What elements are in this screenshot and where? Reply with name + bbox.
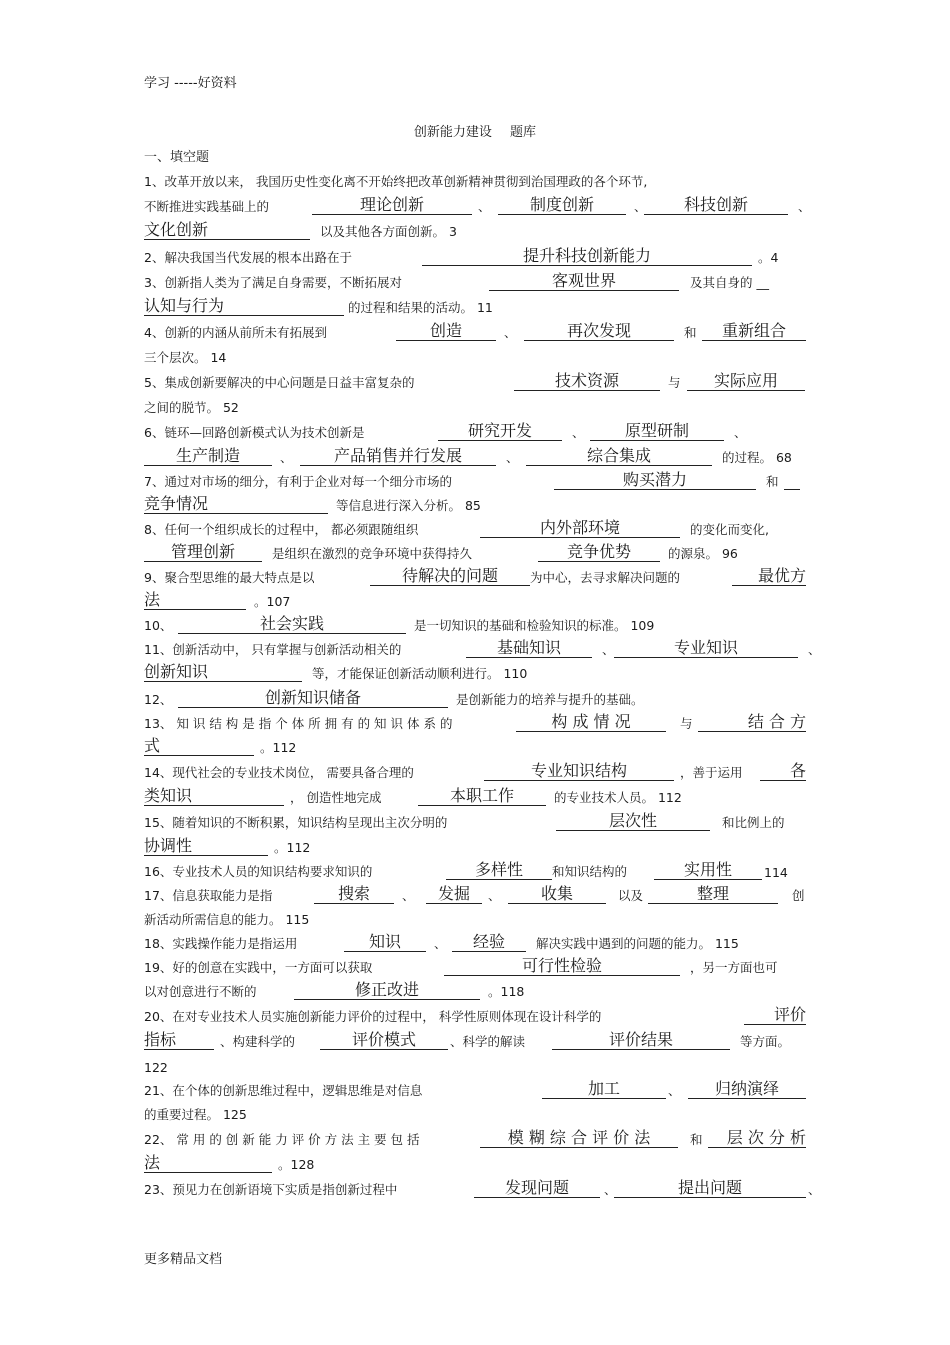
question-text: 、 [734, 425, 747, 440]
question-text: 12、 [144, 692, 173, 707]
answer-blank: 专业知识 [614, 639, 798, 658]
question-line [144, 1126, 809, 1151]
question-item [144, 517, 809, 565]
question-text: 和知识结构的 [552, 864, 628, 879]
question-text: 11、创新活动中， 只有掌握与创新活动相关的 [144, 642, 402, 657]
answer-blank: 经验 [452, 933, 526, 952]
question-item [144, 931, 809, 955]
question-text: 9、聚合型思维的最大特点是以 [144, 570, 315, 585]
answer-blank: 认知与行为 [144, 297, 344, 316]
answer-blank: 重新组合 [702, 322, 806, 341]
question-item [144, 859, 809, 883]
question-line [144, 344, 809, 369]
question-line [144, 979, 809, 1003]
question-text: 、 [504, 325, 517, 340]
question-item [144, 883, 809, 931]
answer-blank [784, 489, 800, 490]
page-header: 学习 -----好资料 [144, 76, 237, 91]
answer-blank: 评价 [744, 1006, 806, 1025]
answer-blank: 搜索 [314, 885, 394, 904]
question-text: 是创新能力的培养与提升的基础。 [456, 692, 644, 707]
question-text: 的过程。 68 [722, 450, 792, 465]
question-text: 以及 [618, 888, 644, 903]
question-text: 的过程和结果的活动。 11 [348, 300, 493, 315]
question-text: 解决实践中遇到的问题的能力。 115 [536, 936, 739, 951]
answer-blank: 多样性 [446, 861, 552, 880]
question-item [144, 319, 809, 369]
question-text: 等，才能保证创新活动顺利进行。 110 [312, 666, 528, 681]
question-line [144, 931, 809, 955]
question-line [144, 1078, 809, 1102]
answer-blank: 层次性 [556, 812, 710, 831]
question-line [144, 661, 809, 685]
answer-blank: 法 [144, 591, 246, 610]
answer-blank: 构 成 情 况 [516, 713, 666, 732]
question-text: 2、解决我国当代发展的根本出路在于 [144, 250, 352, 265]
answer-blank: 文化创新 [144, 221, 310, 240]
question-text: 以及其他各方面创新。 3 [320, 224, 457, 239]
question-text: 18、实践操作能力是指运用 [144, 936, 298, 951]
question-text: 是组织在激烈的竞争环境中获得持久 [272, 546, 473, 561]
question-text: 13、 知 识 结 构 是 指 个 体 所 拥 有 的 知 识 体 系 的 [144, 716, 453, 731]
question-item [144, 613, 809, 637]
answer-blank: 竞争优势 [538, 543, 660, 562]
question-text: 、 [602, 642, 615, 657]
question-line [144, 269, 809, 294]
answer-blank: 提升科技创新能力 [422, 247, 752, 266]
answer-blank: 修正改进 [294, 981, 480, 1000]
answer-blank: 归纳演绎 [688, 1080, 806, 1099]
question-text: 8、任何一个组织成长的过程中， 都必须跟随组织 [144, 522, 419, 537]
question-item [144, 1176, 821, 1201]
question-text: 、 [478, 199, 491, 214]
question-text: 的变化而变化, [690, 522, 769, 537]
question-text: 以对创意进行不断的 [144, 984, 257, 999]
question-text: 17、信息获取能力是指 [144, 888, 273, 903]
question-item [144, 1003, 809, 1078]
answer-blank: 创新知识 [144, 663, 302, 682]
question-item [144, 1078, 809, 1126]
question-line [144, 444, 809, 469]
answer-blank: 评价结果 [552, 1031, 730, 1050]
question-item [144, 1126, 809, 1176]
question-text: 三个层次。 14 [144, 350, 227, 365]
answer-blank: 实际应用 [687, 372, 805, 391]
answer-blank: 创新知识储备 [178, 689, 448, 708]
question-text: 。112 [260, 740, 297, 755]
question-line [144, 784, 809, 809]
answer-blank: 客观世界 [489, 272, 679, 291]
answer-blank: 理论创新 [312, 196, 472, 215]
question-line [144, 955, 809, 979]
question-item [144, 637, 821, 685]
answer-blank: 研究开发 [438, 422, 562, 441]
question-text: 。107 [254, 594, 291, 609]
question-text: 、 [798, 199, 811, 214]
question-text: 为中心，去寻求解决问题的 [530, 570, 681, 585]
answer-blank: 各 [760, 762, 806, 781]
question-text: 。112 [274, 840, 311, 855]
answer-blank: 模 糊 综 合 评 价 法 [480, 1129, 678, 1148]
question-text: 。4 [758, 250, 779, 265]
question-line [144, 809, 809, 834]
question-text: 、 [488, 888, 501, 903]
answer-blank: 制度创新 [498, 196, 626, 215]
answer-blank: 提出问题 [614, 1179, 806, 1198]
question-line [144, 394, 809, 419]
question-text: 19、好的创意在实践中，一方面可以获取 [144, 960, 373, 975]
question-item [144, 269, 809, 319]
question-text: 。118 [488, 984, 525, 999]
question-text: 等信息进行深入分析。 85 [336, 498, 481, 513]
question-text: 4、创新的内涵从前所未有拓展到 [144, 325, 327, 340]
question-line [144, 1053, 809, 1078]
answer-blank: 专业知识结构 [484, 762, 674, 781]
question-line [144, 883, 809, 907]
question-text: ，另一方面也可 [690, 960, 778, 975]
answer-blank: 再次发现 [524, 322, 674, 341]
answer-blank: 加工 [542, 1080, 666, 1099]
question-text: 不断推进实践基础上的 [144, 199, 270, 214]
question-text: 的专业技术人员。 112 [554, 790, 682, 805]
question-text: 创 [792, 888, 805, 903]
answer-blank: 创造 [396, 322, 496, 341]
question-item [144, 369, 809, 419]
question-text: 的重要过程。 125 [144, 1107, 247, 1122]
question-text: 等方面。 [740, 1034, 791, 1049]
question-list [144, 168, 821, 1201]
question-item [144, 685, 809, 711]
question-text: 、 [402, 888, 415, 903]
question-text: 、 [604, 1182, 617, 1197]
answer-blank: 层 次 分 析 [708, 1129, 806, 1148]
question-text: 114 [764, 865, 788, 880]
question-line [144, 834, 809, 859]
answer-blank: 可行性检验 [444, 957, 680, 976]
question-line [144, 541, 809, 565]
answer-blank: 购买潜力 [554, 471, 756, 490]
question-line [144, 294, 809, 319]
question-item [144, 469, 809, 517]
answer-blank: 指标 [144, 1031, 214, 1050]
question-line [144, 168, 809, 193]
question-text: 、构建科学的 [220, 1034, 296, 1049]
question-text: 及其自身的 __ [690, 275, 769, 290]
answer-blank: 竞争情况 [144, 495, 328, 514]
question-line [144, 319, 809, 344]
answer-blank: 原型研制 [590, 422, 724, 441]
question-item [144, 809, 809, 859]
answer-blank: 社会实践 [178, 615, 406, 634]
question-text: 16、专业技术人员的知识结构要求知识的 [144, 864, 373, 879]
question-line [144, 1028, 809, 1053]
question-line [144, 369, 809, 394]
page-footer: 更多精品文档 [144, 1252, 223, 1267]
question-line [144, 469, 809, 493]
question-text: 、 [572, 425, 585, 440]
question-text: 是一切知识的基础和检验知识的标准。 109 [414, 618, 655, 633]
answer-blank: 实用性 [654, 861, 762, 880]
question-text: 7、通过对市场的细分，有利于企业对每一个细分市场的 [144, 474, 452, 489]
question-line [144, 613, 809, 637]
question-text: 和比例上的 [722, 815, 785, 830]
answer-blank: 最优方 [732, 567, 806, 586]
question-item [144, 168, 809, 243]
answer-blank: 综合集成 [526, 447, 712, 466]
answer-blank: 整理 [648, 885, 778, 904]
question-text: 、 [434, 936, 447, 951]
document-title: 创新能力建设 题库 [413, 125, 537, 140]
answer-blank: 评价模式 [320, 1031, 448, 1050]
question-text: 6、链环—回路创新模式认为技术创新是 [144, 425, 365, 440]
question-text: 之间的脱节。 52 [144, 400, 239, 415]
question-text: 14、现代社会的专业技术岗位， 需要具备合理的 [144, 765, 414, 780]
question-line [144, 711, 809, 735]
question-line [144, 493, 809, 517]
question-text: 新活动所需信息的能力。 115 [144, 912, 310, 927]
question-line [144, 193, 809, 218]
question-item [144, 243, 809, 269]
answer-blank: 基础知识 [466, 639, 592, 658]
question-text: 5、集成创新要解决的中心问题是日益丰富复杂的 [144, 375, 415, 390]
question-line [144, 419, 809, 444]
question-text: 122 [144, 1060, 168, 1075]
question-line [144, 589, 809, 613]
question-text: 3、创新指人类为了满足自身需要，不断拓展对 [144, 275, 402, 290]
question-line [144, 243, 809, 269]
answer-blank: 本职工作 [418, 787, 546, 806]
question-line [144, 685, 809, 711]
question-text: 22、 常 用 的 创 新 能 力 评 价 方 法 主 要 包 括 [144, 1132, 420, 1147]
answer-blank: 管理创新 [144, 543, 262, 562]
question-text: 、 [506, 450, 519, 465]
answer-blank: 协调性 [144, 837, 268, 856]
question-line [144, 637, 821, 661]
question-line [144, 1151, 809, 1176]
answer-blank: 技术资源 [514, 372, 660, 391]
question-text: 、 [668, 1083, 681, 1098]
question-text: 1、改革开放以来， 我国历史性变化离不开始终把改革创新精神贯彻到治国理政的各个环节, [144, 174, 648, 189]
answer-blank: 生产制造 [144, 447, 272, 466]
question-text: 、 [280, 450, 293, 465]
question-item [144, 955, 809, 1003]
question-text: 20、在对专业技术人员实施创新能力评价的过程中， 科学性原则体现在设计科学的 [144, 1009, 602, 1024]
answer-blank: 产品销售并行发展 [300, 447, 496, 466]
section-heading: 一、填空题 [144, 150, 210, 165]
question-line [144, 907, 809, 931]
question-text: 23、预见力在创新语境下实质是指创新过程中 [144, 1182, 398, 1197]
question-line [144, 859, 809, 883]
question-line [144, 517, 809, 541]
question-text: 和 [766, 474, 779, 489]
question-text: 和 [684, 325, 697, 340]
answer-blank: 收集 [508, 885, 606, 904]
answer-blank: 发掘 [426, 885, 482, 904]
question-text: 15、随着知识的不断积累，知识结构呈现出主次分明的 [144, 815, 448, 830]
question-text: ，善于运用 [680, 765, 743, 780]
answer-blank: 式 [144, 737, 254, 756]
answer-blank: 结 合 方 [698, 713, 806, 732]
answer-blank: 法 [144, 1154, 272, 1173]
question-text: 10、 [144, 618, 173, 633]
question-line [144, 759, 809, 784]
answer-blank: 待解决的问题 [370, 567, 530, 586]
question-text: 、科学的解读 [450, 1034, 526, 1049]
answer-blank: 类知识 [144, 787, 284, 806]
answer-blank: 科技创新 [644, 196, 788, 215]
question-text: 和 [690, 1132, 703, 1147]
question-line [144, 1176, 821, 1201]
answer-blank: 发现问题 [474, 1179, 600, 1198]
question-text: 。128 [278, 1157, 315, 1172]
question-item [144, 419, 809, 469]
question-line [144, 1102, 809, 1126]
question-text: 与 [680, 716, 693, 731]
question-item [144, 565, 809, 613]
question-line [144, 1003, 809, 1028]
question-item [144, 759, 809, 809]
answer-blank: 知识 [344, 933, 426, 952]
question-text: 的源泉。 96 [668, 546, 738, 561]
question-text: ， 创造性地完成 [290, 790, 382, 805]
question-text: 、 [808, 1182, 821, 1197]
question-line [144, 565, 809, 589]
question-text: 与 [668, 375, 681, 390]
question-text: 、 [808, 642, 821, 657]
question-text: 21、在个体的创新思维过程中，逻辑思维是对信息 [144, 1083, 423, 1098]
answer-blank: 内外部环境 [480, 519, 680, 538]
question-line [144, 218, 809, 243]
question-line [144, 735, 809, 759]
question-item [144, 711, 809, 759]
question-text: 、 [634, 199, 647, 214]
